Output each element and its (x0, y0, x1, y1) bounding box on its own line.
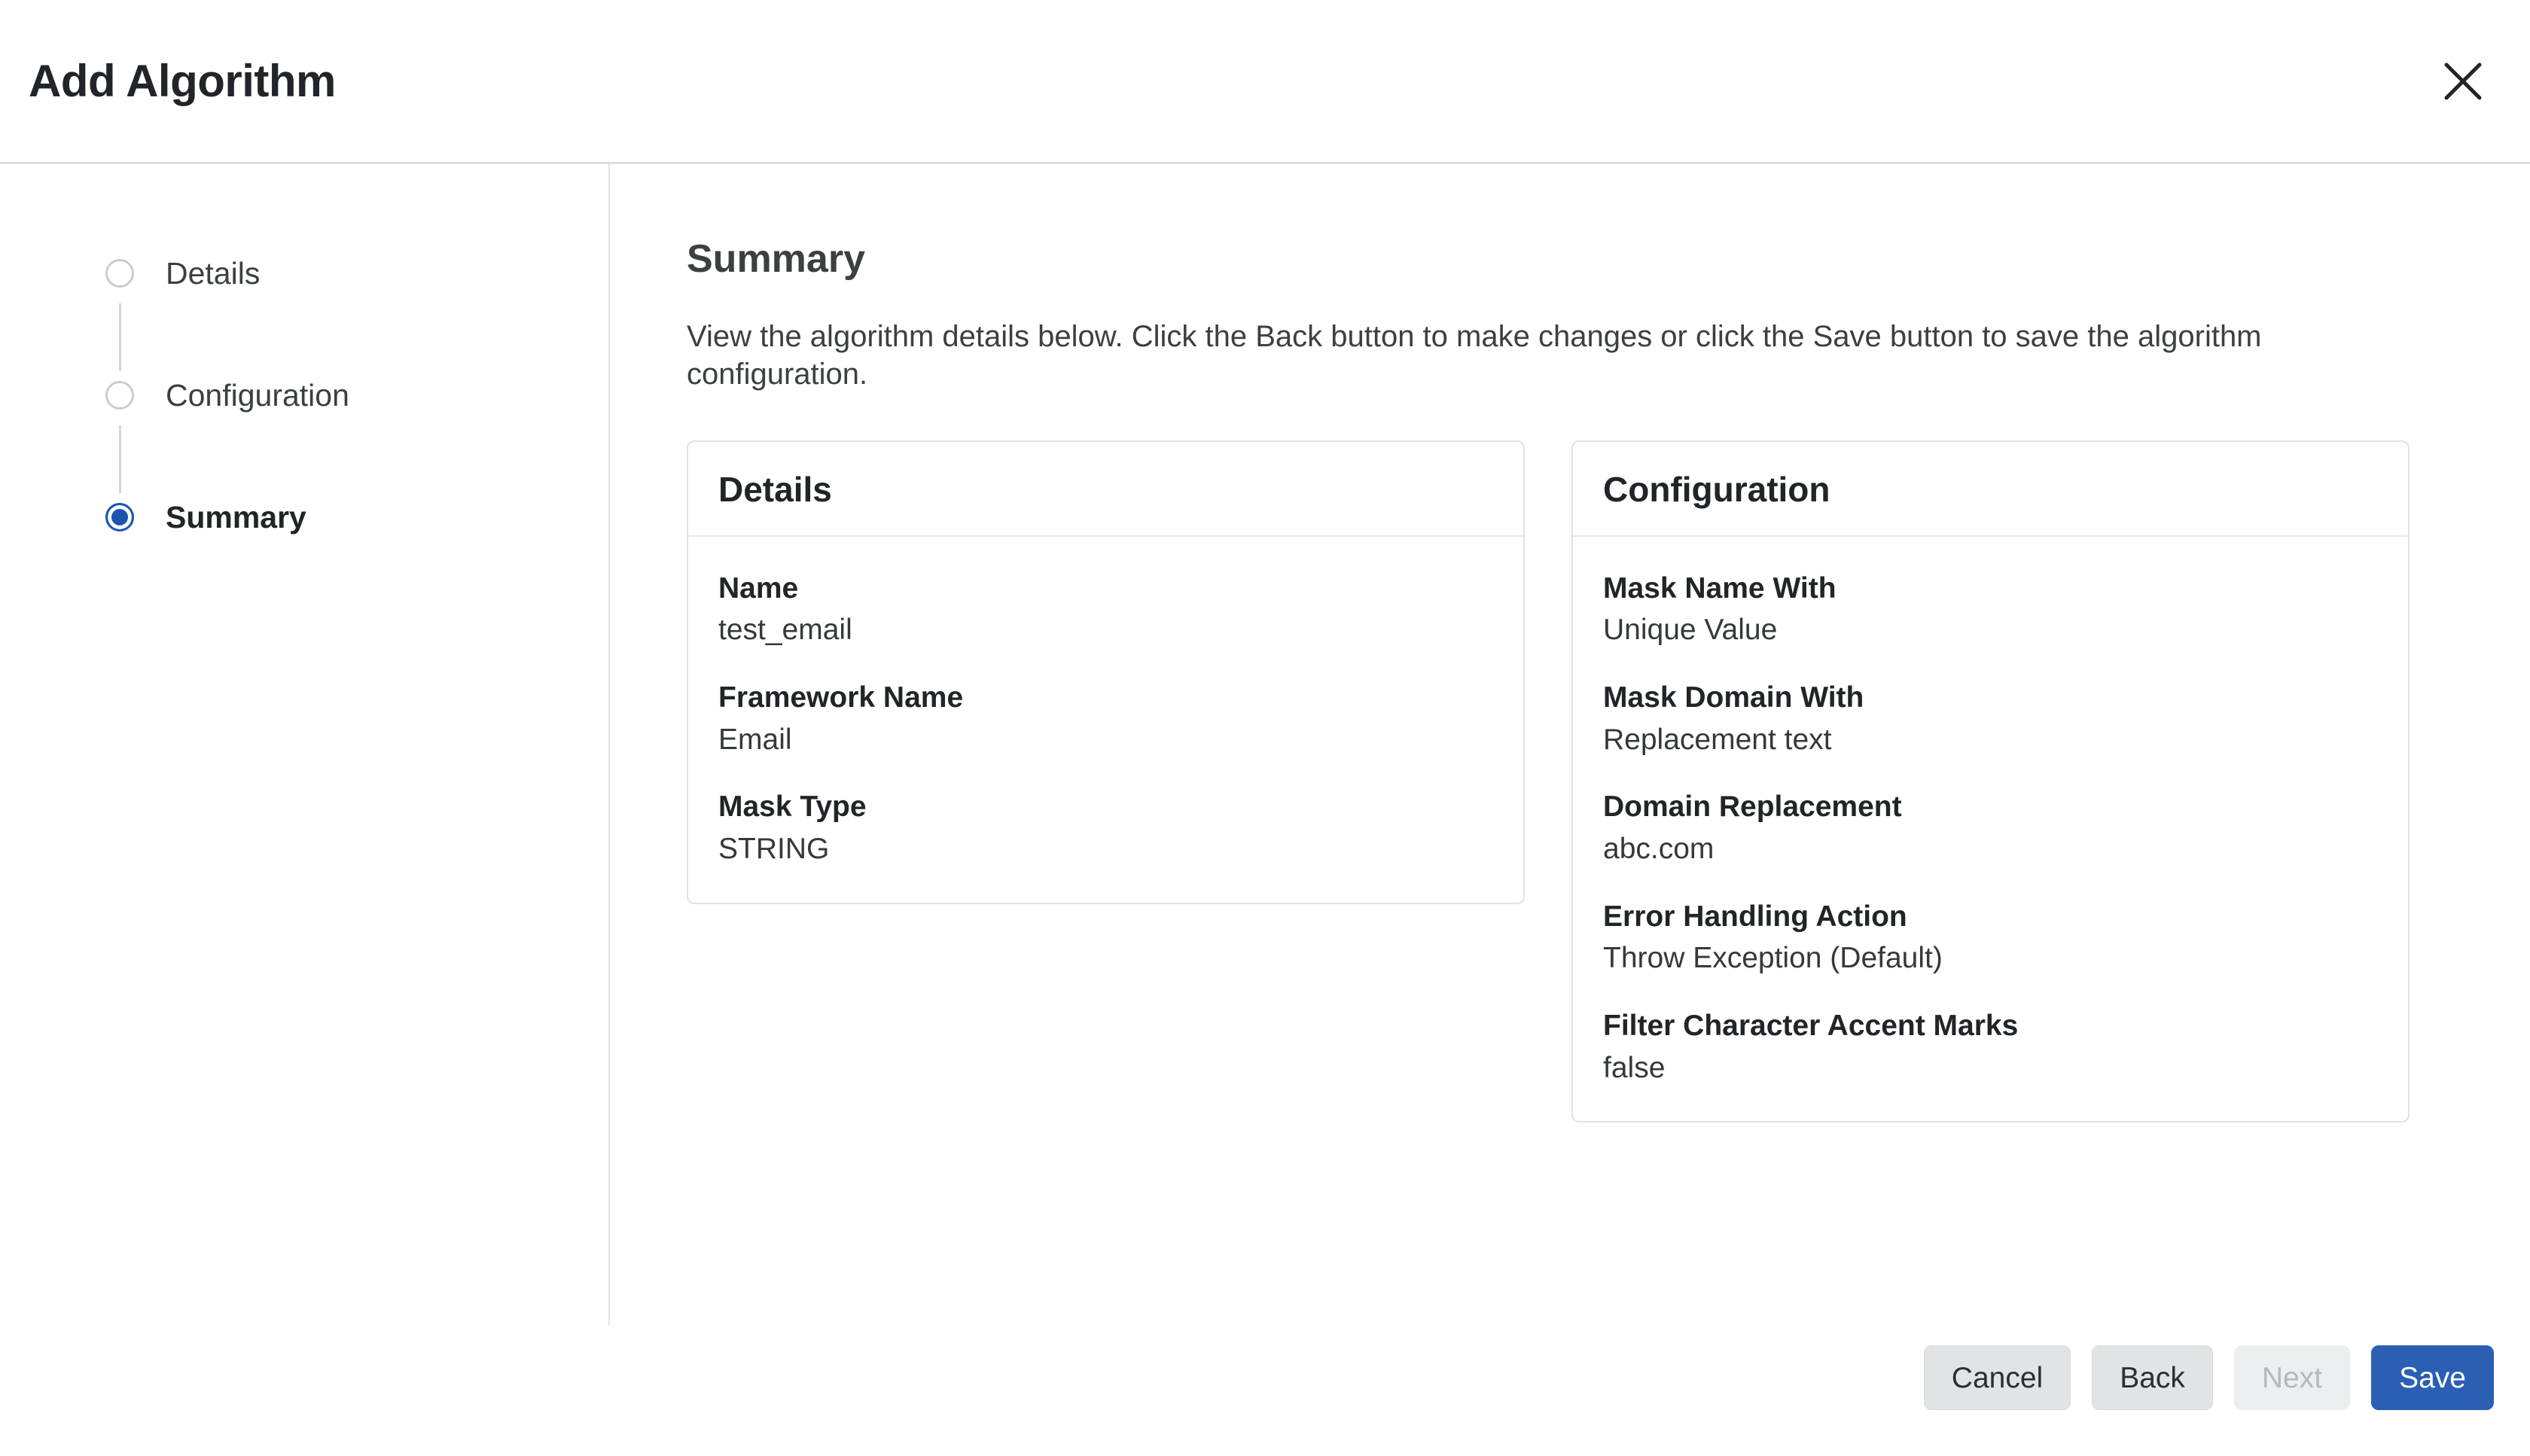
stepper-item-label: Summary (166, 499, 306, 535)
next-button: Next (2234, 1345, 2350, 1410)
stepper-item-label: Details (166, 255, 261, 291)
field-value: test_email (718, 614, 852, 647)
field-value: Replacement text (1603, 723, 1832, 756)
field-name (718, 570, 1493, 650)
field-filter-character-accent-marks (1603, 1007, 2378, 1088)
dialog-footer (0, 1325, 2530, 1456)
stepper-item-label: Configuration (166, 377, 349, 413)
summary-cards (687, 440, 2455, 1123)
field-value: false (1603, 1051, 1666, 1084)
field-label: Error Handling Action (1603, 900, 1907, 933)
field-value: Throw Exception (Default) (1603, 942, 1943, 975)
step-circle-filled-icon (105, 503, 134, 532)
field-label: Filter Character Accent Marks (1603, 1010, 2019, 1043)
field-label: Mask Name With (1603, 571, 1837, 605)
back-button[interactable]: Back (2092, 1345, 2213, 1410)
field-mask-domain-with (1603, 679, 2378, 760)
summary-panel (610, 164, 2530, 1325)
stepper-item-configuration[interactable] (105, 367, 608, 423)
configuration-card-title: Configuration (1573, 442, 2408, 537)
field-mask-type (718, 788, 1493, 869)
field-label: Framework Name (718, 681, 964, 714)
details-card (687, 440, 1525, 904)
field-label: Mask Type (718, 790, 867, 824)
details-card-body (688, 537, 1523, 903)
stepper-connector (119, 425, 121, 493)
field-value: abc.com (1603, 833, 1715, 866)
close-icon[interactable] (2431, 49, 2495, 114)
field-error-handling-action (1603, 898, 2378, 979)
stepper-connector (119, 303, 121, 371)
field-value: Unique Value (1603, 614, 1778, 647)
field-label: Name (718, 571, 799, 605)
dialog-header (0, 0, 2530, 164)
summary-heading: Summary (687, 237, 865, 281)
field-value: Email (718, 723, 792, 756)
summary-description: View the algorithm details below. Click the Back button to make changes or click the Save button to save the algorithm configuration. (687, 320, 2262, 391)
field-value: STRING (718, 833, 830, 866)
details-card-title: Details (688, 442, 1523, 537)
field-label: Mask Domain With (1603, 681, 1864, 714)
cancel-button[interactable]: Cancel (1924, 1345, 2071, 1410)
field-domain-replacement (1603, 788, 2378, 869)
save-button[interactable]: Save (2371, 1345, 2494, 1410)
stepper-item-summary[interactable] (105, 489, 608, 545)
step-circle-icon (105, 259, 134, 288)
page-title: Add Algorithm (29, 56, 336, 106)
stepper-item-details[interactable] (105, 245, 608, 301)
configuration-card-body (1573, 537, 2408, 1122)
dialog-body (0, 164, 2530, 1325)
configuration-card (1571, 440, 2410, 1123)
field-mask-name-with (1603, 570, 2378, 650)
step-circle-icon (105, 381, 134, 410)
field-framework-name (718, 679, 1493, 760)
wizard-stepper (0, 164, 610, 1325)
field-label: Domain Replacement (1603, 790, 1902, 824)
